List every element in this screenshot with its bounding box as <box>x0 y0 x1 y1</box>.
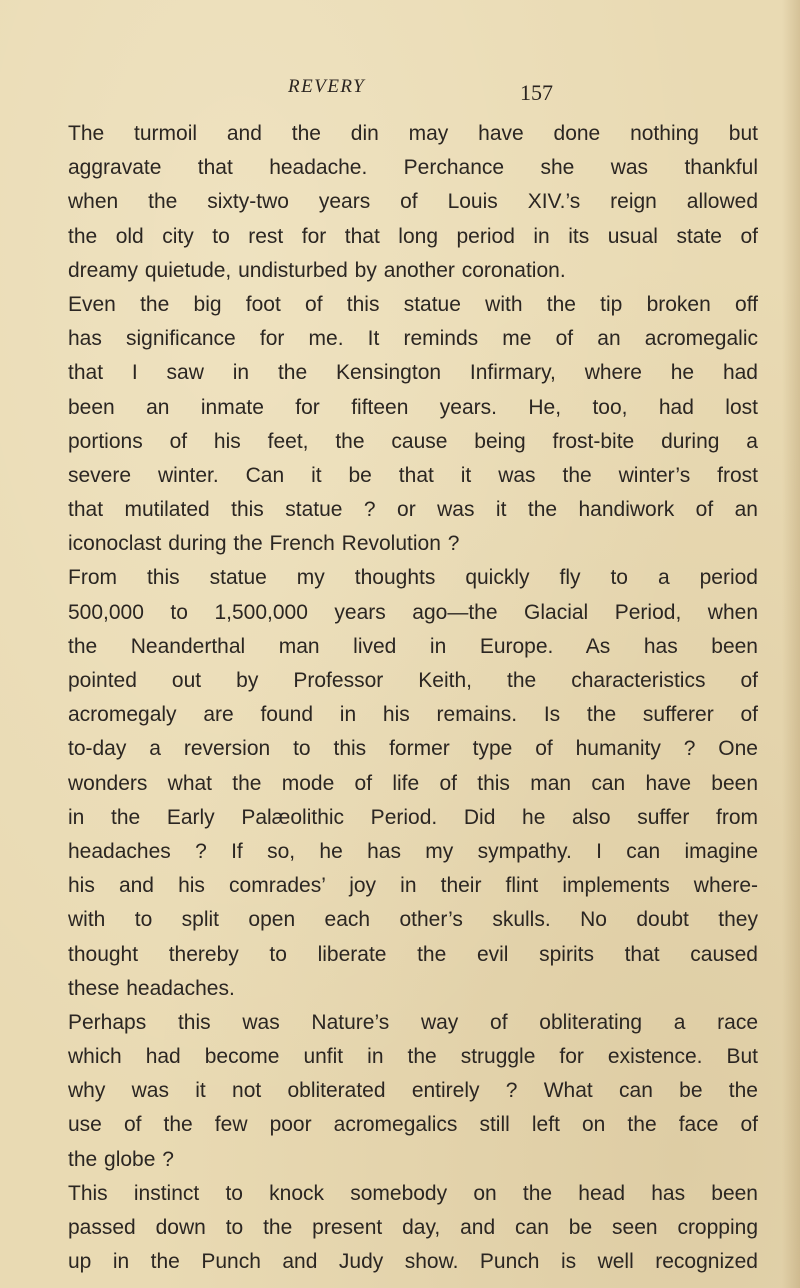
text-line: has significance for me. It reminds me of an acromegalic <box>68 327 758 351</box>
text-line: wonders what the mode of life of this man can have been <box>68 771 758 795</box>
text-line: why was it not obliterated entirely ? What can be the <box>68 1079 758 1103</box>
text-line: pointed out by Professor Keith, the characteristics of <box>68 669 758 692</box>
text-line: aggravate that headache. Perchance she was thankful <box>68 156 758 180</box>
text-line: This instinct to knock somebody on the head has been <box>68 1181 758 1205</box>
text-line: severe winter. Can it be that it was the winter’s frost <box>68 463 758 487</box>
text-line: that mutilated this statue ? or was it the handiwork of an <box>68 498 758 522</box>
text-line: with to split open each other’s skulls. No doubt they <box>68 908 758 932</box>
text-line: 500,000 to 1,500,000 years ago—the Glacial Period, when <box>68 600 758 624</box>
text-line: the Neanderthal man lived in Europe. As has been <box>68 634 758 658</box>
text-line: which had become unfit in the struggle for existence. But <box>68 1045 758 1069</box>
text-line: Even the big foot of this statue with the tip broken off <box>68 292 758 316</box>
text-line: dreamy quietude, undisturbed by another coronation. <box>68 258 566 282</box>
page-edge-shadow <box>782 0 800 1288</box>
text-line: to-day a reversion to this former type of humanity ? One <box>68 737 758 761</box>
text-line: been an inmate for fifteen years. He, too, had lost <box>68 395 758 419</box>
text-line: use of the few poor acromegalics still left on the face of <box>68 1113 758 1137</box>
running-title: REVERY <box>288 76 366 97</box>
text-line: acromegaly are found in his remains. Is the sufferer of <box>68 703 758 727</box>
text-line: when the sixty-two years of Louis XIV.’s reign allowed <box>68 190 758 214</box>
text-line: The turmoil and the din may have done nothing but <box>68 122 758 145</box>
text-line: the old city to rest for that long period in its usual state of <box>68 224 758 248</box>
text-line: these headaches. <box>68 976 235 1000</box>
text-line: in the Early Palæolithic Period. Did he also suffer from <box>68 805 758 829</box>
text-line: his and his comrades’ joy in their flint implements where- <box>68 874 758 898</box>
text-line: iconoclast during the French Revolution ? <box>68 532 460 556</box>
text-line: Perhaps this was Nature’s way of obliterating a race <box>68 1010 758 1034</box>
text-line: passed down to the present day, and can be seen cropping <box>68 1216 758 1239</box>
text-line: headaches ? If so, he has my sympathy. I can imagine <box>68 839 758 863</box>
text-line: up in the Punch and Judy show. Punch is well recognized <box>68 1250 758 1274</box>
text-line: portions of his feet, the cause being frost-bite during a <box>68 429 758 453</box>
text-line: From this statue my thoughts quickly fly to a period <box>68 566 758 590</box>
text-line: the globe ? <box>68 1147 174 1171</box>
running-head <box>0 76 800 106</box>
body-text <box>68 117 758 1279</box>
text-line: thought thereby to liberate the evil spirits that caused <box>68 942 758 966</box>
page-number: 157 <box>520 80 553 105</box>
text-line: that I saw in the Kensington Infirmary, where he had <box>68 361 758 385</box>
